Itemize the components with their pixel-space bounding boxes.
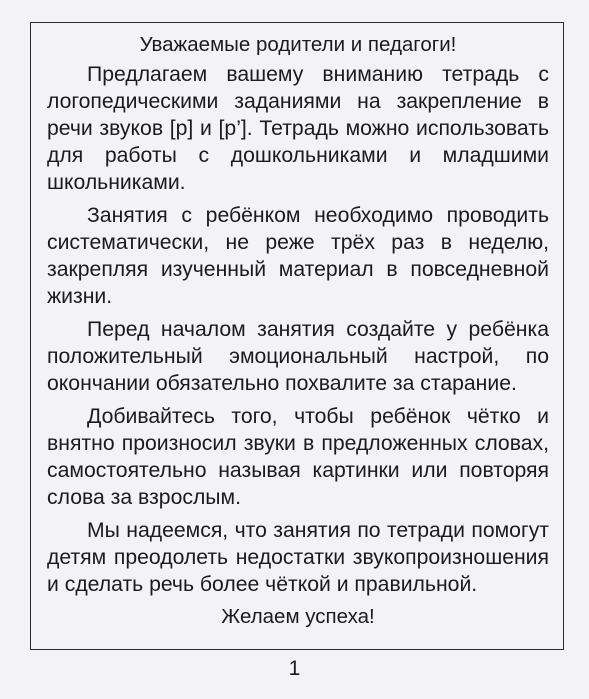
paragraph-hope: Мы надеемся, что занятия по тетради помогут детям преодолеть недостатки звукопроизношения и сделать речь более чёткой и правильной. <box>47 519 549 596</box>
paragraph-mood: Перед началом занятия создайте у ребёнка положительный эмоциональный настрой, по окончании обязательно похвалите за старание. <box>47 318 549 395</box>
closing-wish: Желаем успеха! <box>221 605 375 628</box>
paragraph-schedule: Занятия с ребёнком необходимо проводить систематически, не реже трёх раз в неделю, закрепляя изученный материал в повседневной жизни. <box>47 204 549 308</box>
paragraph-intro: Предлагаем вашему вниманию тетрадь с логопедическими заданиями на закрепление в речи звуков [р] и [р’]. Тетрадь можно использовать для работы с дошкольниками и младшими школьниками. <box>47 63 549 194</box>
text-frame <box>30 22 564 650</box>
greeting-heading: Уважаемые родители и педагоги! <box>139 33 457 56</box>
page-number: 1 <box>288 657 301 680</box>
paragraph-pronunciation: Добивайтесь того, чтобы ребёнок чётко и внятно произносил звуки в предложенных словах, самостоятельно называя картинки или повторяя слова за взрослым. <box>47 405 549 509</box>
